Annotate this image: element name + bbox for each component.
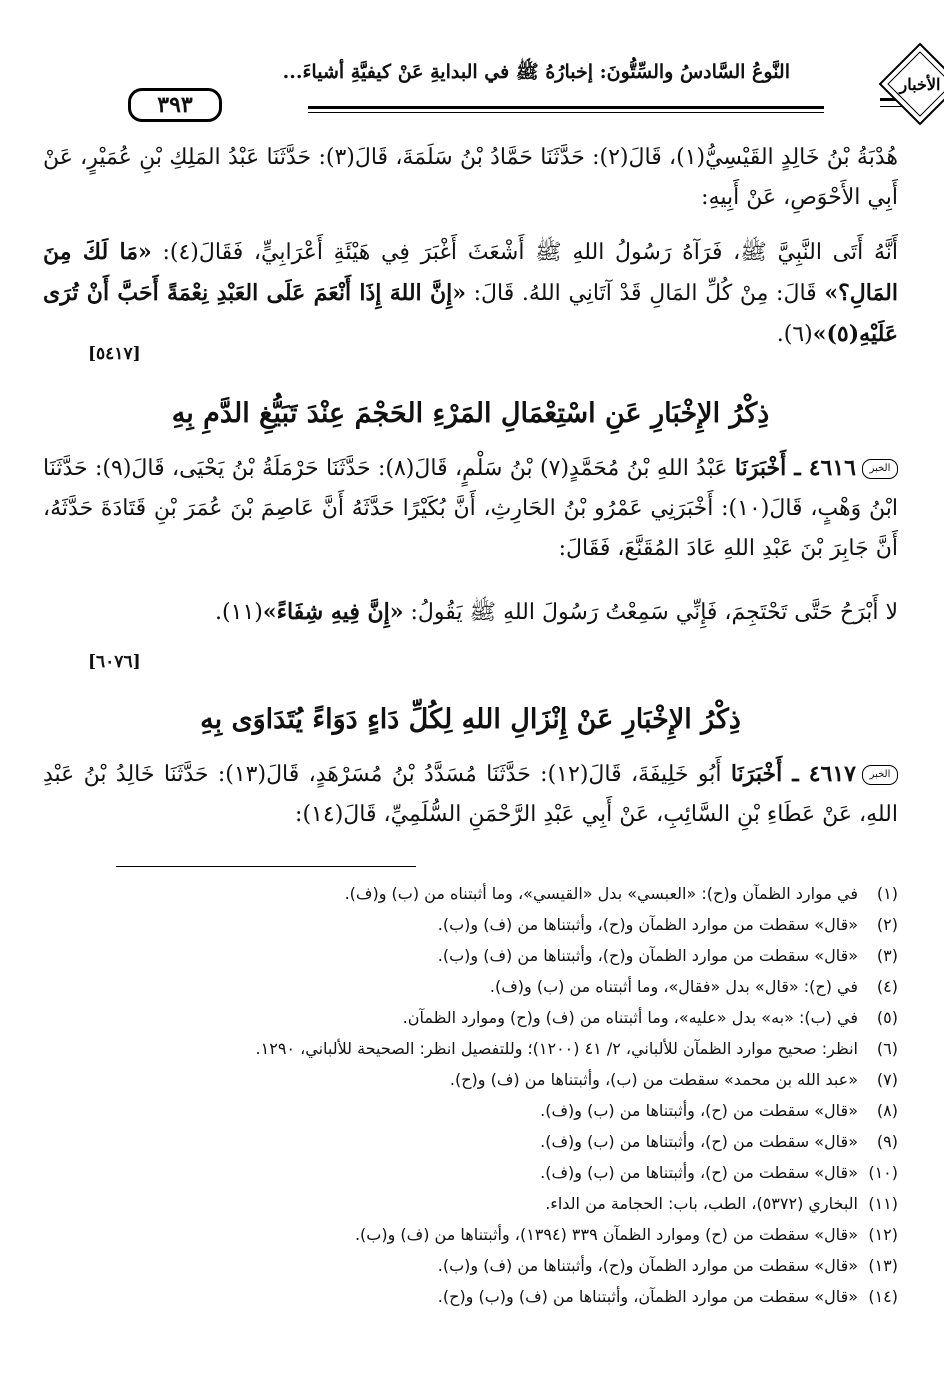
footnote-ref: (١١). [215,600,263,625]
footnote-text: «قال» سقطت من (ح) وموارد الظمآن ٣٣٩ (١٣٩٤)، وأثبتناها من (ف) و(ب). [354,1225,858,1244]
footnote-separator [116,866,416,867]
footnote-number: (٢) [876,915,898,934]
hadith-quote: «إِنَّ اللهَ إِذَا أَنْعَمَ عَلَى العَبْدِ نِعْمَةً أَحَبَّ أَنْ تُرَى عَلَيْهِ(٥)» [43,280,898,347]
isnad-text: عَبْدُ اللهِ بْنُ مُحَمَّدٍ(٧) بْنُ سَلْمٍ، قَالَ(٨): حَدَّثَنَا حَرْمَلَةُ بْنُ يَحْيَى، قَالَ(٩): حَدَّثَنَا ابْنُ وَهْبٍ، قَالَ(١٠): أَخْبَرَنِي عَمْرُو بْنُ الحَارِثِ، أَنَّ بُكَيْرًا حَدَّثَهُ أَنَّ عَاصِمَ بْنَ عُمَرَ بْنِ قَتَادَةَ حَدَّثَهُ، أَنَّ جَابِرَ بْنَ عَبْدِ اللهِ عَادَ المُقَنَّعَ، فَقَالَ: [43,456,898,561]
footnote-item [43,1064,898,1095]
hadith-quote: «مَا لَكَ مِنَ المَالِ؟» [43,239,898,306]
section-title-2: ذِكْرُ الإِخْبَارِ عَنْ إِنْزَالِ اللهِ لِكُلِّ دَاءٍ دَوَاءً يُتَدَاوَى بِهِ [200,704,741,735]
footnote-text: «قال» سقطت من موارد الظمآن و(ح)، وأثبتناها من (ف) و(ب). [437,946,858,965]
badge-label: الأخبار [899,75,941,94]
khabar-icon: الخبر [862,765,898,785]
paragraph-1: هُدْبَةُ بْنُ خَالِدٍ القَيْسِيُّ(١)، قَالَ(٢): حَدَّثَنَا حَمَّادُ بْنُ سَلَمَةَ، قَالَ(٣): حَدَّثَنَا عَبْدُ المَلِكِ بْنِ عُمَيْرٍ، عَنْ أَبِي الأَحْوَصِ، عَنْ أَبِيهِ: [43,145,898,210]
footnote-item [43,878,898,909]
section-2-body [43,754,898,835]
footnote-text: «عبد الله بن محمد» سقطت من (ب)، وأثبتناها من (ف) و(ح). [449,1070,858,1089]
hadith-quote: «إِنَّ فِيهِ شِفَاءً» [262,599,404,625]
footnote-number: (٧) [876,1070,898,1089]
footnote-item [43,940,898,971]
footnote-number: (٥) [876,1008,898,1027]
footnote-item [43,1095,898,1126]
footnote-ref: (٦). [776,322,813,347]
footnote-text: «قال» سقطت من موارد الظمآن و(ح)، وأثبتناها من (ف) و(ب). [437,915,858,934]
paragraph-2 [43,232,898,355]
running-title: النَّوعُ السَّادسُ والسِّتُّونَ: إخبارُهُ ﷺ في البدايةِ عَنْ كيفيَّةِ أشياءَ... [282,61,790,83]
footnote-text: «قال» سقطت من موارد الظمآن، وأثبتناها من (ف) و(ب) و(ح). [437,1287,858,1306]
header-rule-thin [308,112,824,113]
page-header [88,38,941,118]
narration: أَنَّهُ أَتَى النَّبِيَّ ﷺ، فَرَآهُ رَسُولُ اللهِ ﷺ أَشْعَثَ أَغْبَرَ فِي هَيْئَةِ أَعْرَابِيٍّ، فَقَالَ(٤): [151,240,898,265]
footnote-number: (١٤) [868,1287,898,1306]
section-title-1: ذِكْرُ الإِخْبَارِ عَنِ اسْتِعْمَالِ المَرْءِ الحَجْمَ عِنْدَ تَبَيُّغِ الدَّمِ بِهِ [171,398,770,429]
footnote-number: (١١) [868,1194,898,1213]
footnote-number: (١٠) [868,1163,898,1182]
footnote-number: (٨) [876,1101,898,1120]
narration: لا أَبْرَحُ حَتَّى تَحْتَجِمَ، فَإِنِّي سَمِعْتُ رَسُولَ اللهِ ﷺ يَقُولُ: [403,600,898,625]
page-number: ٣٩٣ [128,88,222,122]
footnote-number: (١٣) [868,1256,898,1275]
footnote-number: (١٢) [868,1225,898,1244]
footnote-number: (٩) [876,1132,898,1151]
footnote-text: في (ح): «قال» بدل «فقال»، وما أثبتناه من (ب) و(ف). [489,977,858,996]
hadith-ref: [٦٠٧٦] [88,652,141,672]
footnote-item [43,1281,898,1312]
footnote-text: «قال» سقطت من موارد الظمآن و(ح)، وأثبتناها من (ف) و(ب). [437,1256,858,1275]
hadith-number: ٤٦١٦ ـ أَخْبَرَنَا [734,455,856,481]
hadith-number: ٤٦١٧ ـ أَخْبَرَنَا [730,761,856,787]
footnote-number: (٣) [876,946,898,965]
footnote-item [43,971,898,1002]
header-rule [308,106,824,109]
footnote-item [43,1157,898,1188]
hadith-ref: [٥٤١٧] [88,344,141,364]
footnote-text: «قال» سقطت من (ح)، وأثبتناها من (ب) و(ف). [540,1163,858,1182]
footnote-text: في (ب): «به» بدل «عليه»، وما أثبتناه من (ف) و(ح) وموارد الظمآن. [402,1008,858,1027]
isnad-text: أَبُو خَلِيفَةَ، قَالَ(١٢): حَدَّثَنَا مُسَدَّدُ بْنُ مُسَرْهَدٍ، قَالَ(١٣): حَدَّثَنَا خَالِدُ بْنُ عَبْدِ اللهِ، عَنْ عَطَاءِ بْنِ السَّائِبِ، عَنْ أَبِي عَبْدِ الرَّحْمَنِ السُّلَمِيِّ، قَالَ(١٤): [43,762,898,827]
footnote-text: «قال» سقطت من (ح)، وأثبتناها من (ب) و(ف). [540,1132,858,1151]
footnote-item [43,909,898,940]
puzzle-badge-icon [874,38,944,130]
narration: قَالَ: مِنْ كُلِّ المَالِ قَدْ آتَانِي اللهُ. قَالَ: [465,281,825,306]
footnote-item [43,1033,898,1064]
footnote-item [43,1219,898,1250]
footnotes [43,878,898,1312]
footnote-item [43,1188,898,1219]
section-1-body [43,448,898,569]
khabar-icon: الخبر [862,459,898,479]
footnote-number: (٤) [876,977,898,996]
footnote-number: (٦) [876,1039,898,1058]
footnote-text: «قال» سقطت من (ح)، وأثبتناها من (ب) و(ف). [540,1101,858,1120]
footnote-text: انظر: صحيح موارد الظمآن للألباني، ٢/ ٤١ (١٢٠٠)؛ وللتفصيل انظر: الصحيحة للألباني، ١٢٩٠. [255,1039,858,1058]
footnote-text: في موارد الظمآن و(ح): «العبسي» بدل «القيسي»، وما أثبتناه من (ب) و(ف). [344,884,858,903]
footnote-item [43,1250,898,1281]
footnote-item [43,1126,898,1157]
footnote-text: البخاري (٥٣٧٢)، الطب، باب: الحجامة من الداء. [545,1194,858,1213]
section-1-matn [43,592,898,633]
footnote-item [43,1002,898,1033]
footnote-number: (١) [876,884,898,903]
